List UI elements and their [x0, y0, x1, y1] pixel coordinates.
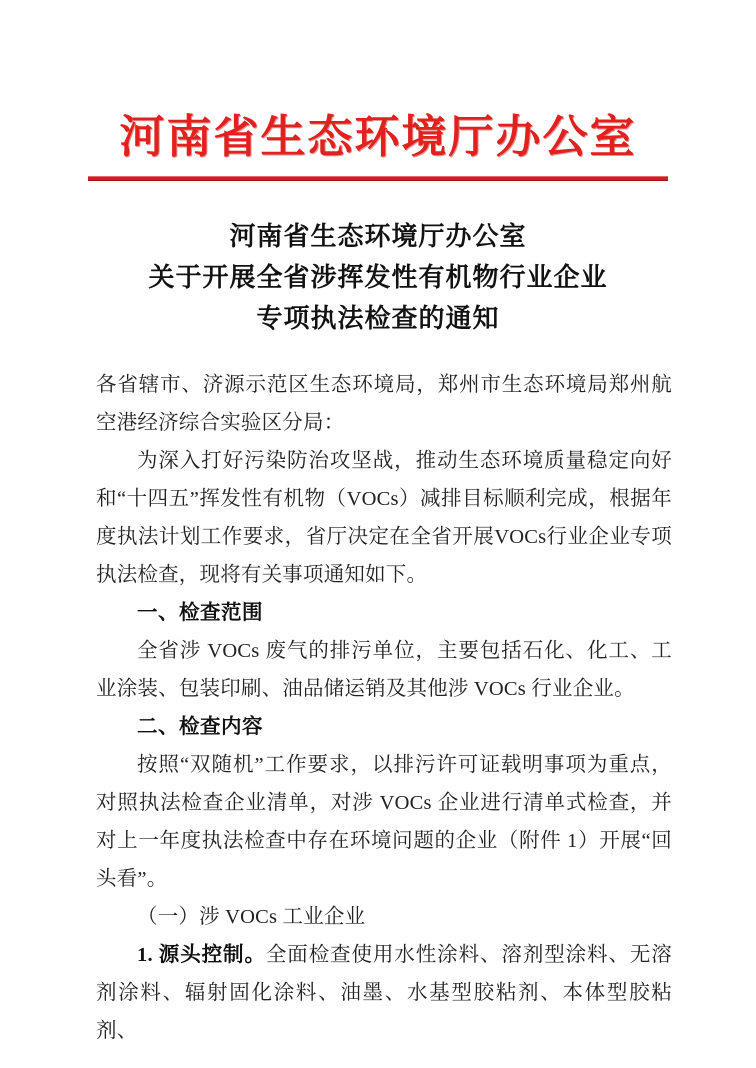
- section-heading-1: 一、检查范围: [137, 601, 263, 624]
- document-title: [0, 216, 756, 339]
- list-item-1-text: 全面检查使用水性涂料、溶剂型涂料、无溶剂涂料、辐射固化涂料、油墨、水基型胶粘剂、本体型胶粘剂、: [96, 944, 672, 1042]
- document-title-line-3: 专项执法检查的通知: [256, 304, 500, 333]
- document-title-line-2: 关于开展全省涉挥发性有机物行业企业: [148, 263, 608, 292]
- letterhead-divider-rule: [88, 176, 668, 181]
- preamble-paragraph: 为深入打好污染防治攻坚战，推动生态环境质量稳定向好和“十四五”挥发性有机物（VOCs）减排目标顺利完成，根据年度执法计划工作要求，省厅决定在全省开展VOCs行业企业专项执法检查，现将有关事项通知如下。: [96, 450, 672, 586]
- letterhead-title: 河南省生态环境厅办公室: [119, 111, 637, 162]
- list-item-1-label: 1. 源头控制。: [137, 944, 266, 966]
- document-body: [96, 366, 672, 1050]
- section-heading-2: 二、检查内容: [137, 715, 263, 738]
- list-item-1: [96, 936, 672, 1050]
- addressee-paragraph: 各省辖市、济源示范区生态环境局，郑州市生态环境局郑州航空港经济综合实验区分局：: [96, 374, 672, 434]
- document-title-line-1: 河南省生态环境厅办公室: [229, 222, 527, 251]
- subsection-heading-1: （一）涉 VOCs 工业企业: [137, 906, 366, 928]
- letterhead: [0, 108, 756, 166]
- section-2-paragraph: 按照“双随机”工作要求，以排污许可证载明事项为重点，对照执法检查企业清单，对涉 VOCs 企业进行清单式检查，并对上一年度执法检查中存在环境问题的企业（附件 1）开展“回头看”。: [96, 754, 672, 890]
- section-1-paragraph: 全省涉 VOCs 废气的排污单位，主要包括石化、化工、工业涂装、包装印刷、油品储运销及其他涉 VOCs 行业企业。: [96, 640, 672, 700]
